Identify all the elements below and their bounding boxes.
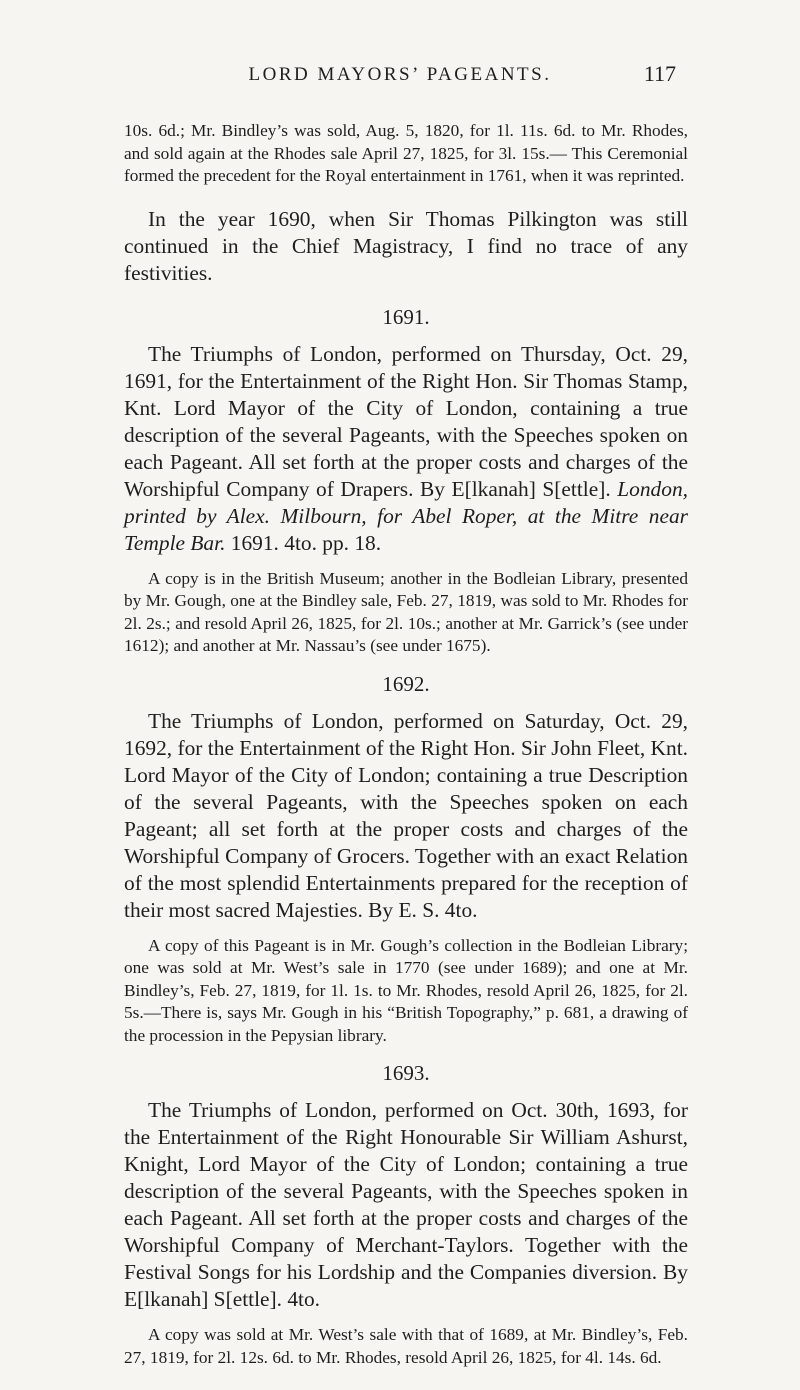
entry-1691-title: The Triumphs of London, performed on Thursday, Oct. 29, 1691, for the Entertainment of the Right Hon. Sir Thomas Stamp, Knt. Lord Mayor of the City of London, containing a true description of the several Pageants, with the Speeches spoken on each Pageant. All set forth at the proper costs and charges of the Worshipful Company of Drapers. By E[lkanah] S[ettle].: [124, 341, 688, 501]
entry-1692: The Triumphs of London, performed on Saturday, Oct. 29, 1692, for the Entertainment of the Right Hon. Sir John Fleet, Knt. Lord Mayor of the City of London; containing a true Description of the several Pageants, with the Speeches spoken on each Pageant; all set forth at the proper costs and charges of the Worshipful Company of Grocers. Together with an exact Relation of the most splendid Entertainments prepared for the reception of their most sacred Majesties. By E. S. 4to.: [124, 708, 688, 922]
year-heading-1692: 1692.: [382, 671, 430, 696]
note-1693: A copy was sold at Mr. West’s sale with that of 1689, at Mr. Bindley’s, Feb. 27, 1819, for 2l. 12s. 6d. to Mr. Rhodes, resold April 26, 1825, for 4l. 14s. 6d.: [124, 1325, 688, 1367]
page-header: [124, 61, 676, 90]
year-heading-1691: 1691.: [382, 304, 430, 329]
entry-1691-imprint: London, printed by Alex. Milbourn, for Abel Roper, at the Mitre near Temple Bar.: [124, 476, 688, 555]
entry-1691-format: 1691. 4to. pp. 18.: [225, 530, 382, 555]
paragraph-1690: In the year 1690, when Sir Thomas Pilkington was still continued in the Chief Magistracy, I find no trace of any festivities.: [124, 206, 688, 285]
entry-1693: The Triumphs of London, performed on Oct. 30th, 1693, for the Entertainment of the Right Honourable Sir William Ashurst, Knight, Lord Mayor of the City of London; containing a true description of the several Pageants, with the Speeches spoken in each Pageant. All set forth at the proper costs and charges of the Worshipful Company of Merchant-Taylors. Together with the Festival Songs for his Lordship and the Companies diversion. By E[lkanah] S[ettle]. 4to.: [124, 1098, 688, 1311]
running-title: LORD MAYORS’ PAGEANTS.: [248, 64, 552, 85]
note-paragraph-continued: 10s. 6d.; Mr. Bindley’s was sold, Aug. 5, 1820, for 1l. 11s. 6d. to Mr. Rhodes, and sold again at the Rhodes sale April 27, 1825, for 3l. 15s.— This Ceremonial formed the precedent for the Royal entertainment in 1761, when it was reprinted.: [124, 121, 688, 185]
page-body: [124, 120, 688, 1369]
note-1691: A copy is in the British Museum; another in the Bodleian Library, presented by Mr. Gough, one at the Bindley sale, Feb. 27, 1819, was sold to Mr. Rhodes for 2l. 2s.; and resold April 26, 1825, for 2l. 10s.; another at Mr. Garrick’s (see under 1612); and another at Mr. Nassau’s (see under 1675).: [124, 568, 688, 655]
note-1692: A copy of this Pageant is in Mr. Gough’s collection in the Bodleian Library; one was sold at Mr. West’s sale in 1770 (see under 1689); and one at Mr. Bindley’s, Feb. 27, 1819, for 1l. 1s. to Mr. Rhodes, resold April 26, 1825, for 2l. 5s.—There is, says Mr. Gough in his “British Topography,” p. 681, a drawing of the procession in the Pepysian library.: [124, 935, 688, 1045]
entry-1691: [124, 341, 688, 557]
page-number: 117: [643, 61, 676, 86]
year-heading-1693: 1693.: [382, 1061, 430, 1085]
